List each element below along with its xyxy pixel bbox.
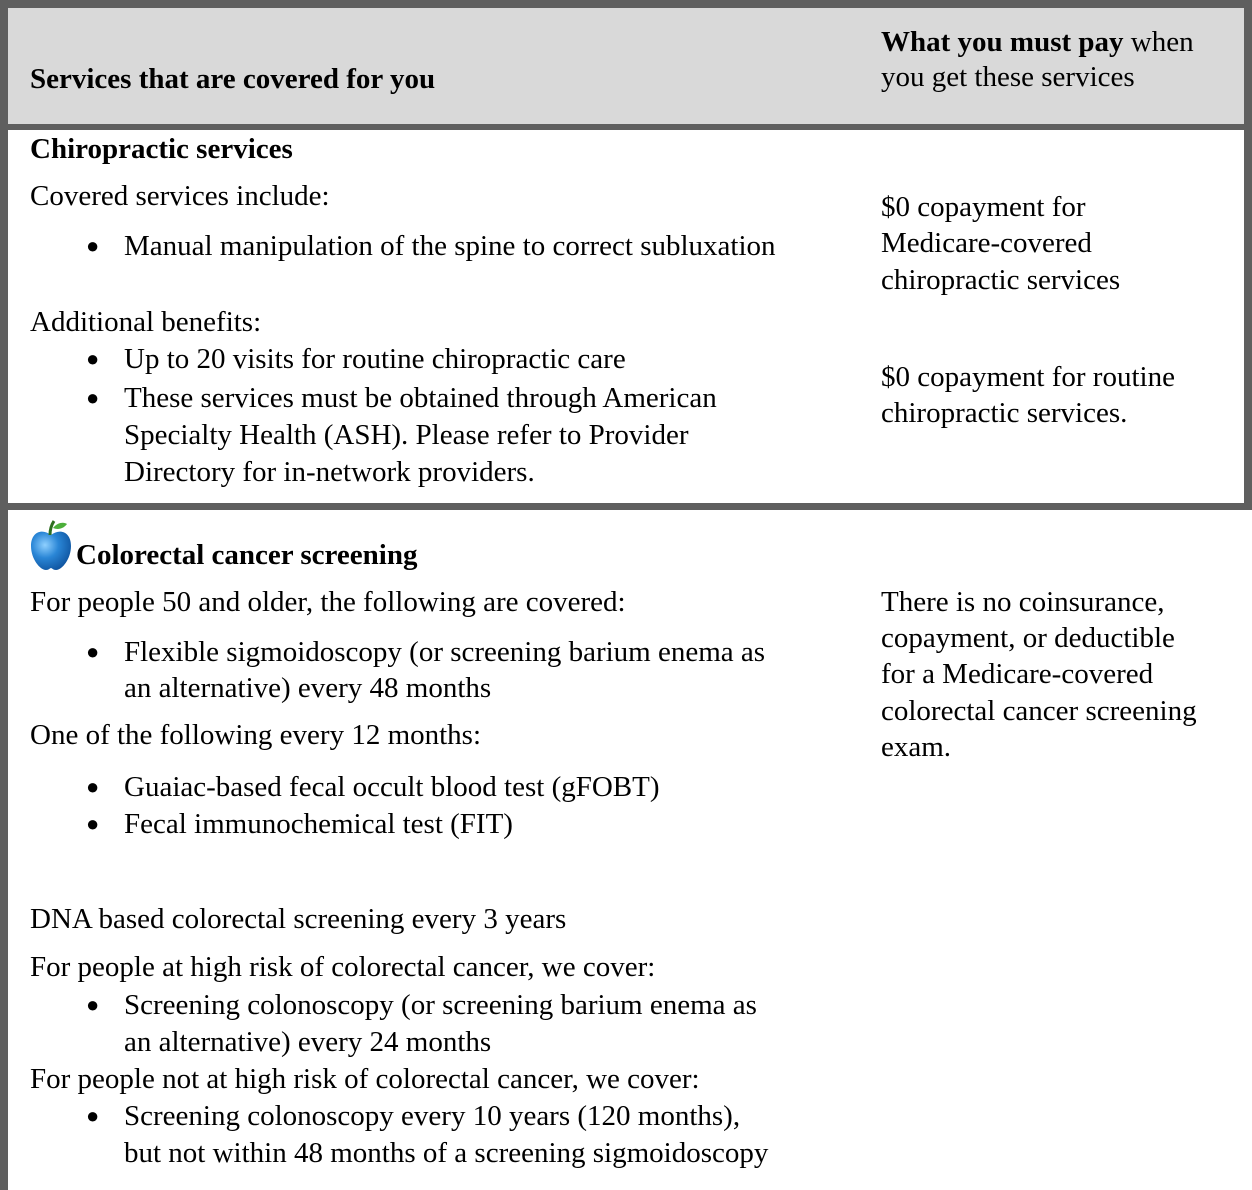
- chiropractic-pay-1-line3: chiropractic services: [881, 264, 1121, 296]
- chiropractic-pay-1-line1: $0 copayment for: [881, 191, 1086, 223]
- chiropractic-additional-item-2-line3: Directory for in-network providers.: [124, 456, 535, 488]
- row-divider: [0, 503, 1252, 510]
- bullet-icon: ●: [86, 233, 100, 258]
- chiropractic-additional-item-2-line1: These services must be obtained through American: [124, 382, 717, 414]
- chiropractic-pay-1-line2: Medicare-covered: [881, 227, 1092, 259]
- bullet-icon: ●: [86, 811, 100, 836]
- chiropractic-covered-intro: Covered services include:: [30, 180, 330, 212]
- bullet-icon: ●: [86, 639, 100, 664]
- header-what-you-pay-rest: when: [1123, 26, 1194, 58]
- colorectal-item-3: Fecal immunochemical test (FIT): [124, 808, 513, 840]
- chiropractic-additional-item-1: Up to 20 visits for routine chiropractic care: [124, 343, 626, 375]
- apple-icon: [30, 519, 72, 571]
- chiropractic-pay-2-line2: chiropractic services.: [881, 397, 1128, 429]
- chiropractic-additional-intro: Additional benefits:: [30, 306, 262, 338]
- colorectal-high-risk: For people at high risk of colorectal cancer, we cover:: [30, 951, 656, 983]
- colorectal-pay-line1: There is no coinsurance,: [881, 586, 1165, 618]
- colorectal-item-4-line2: an alternative) every 24 months: [124, 1026, 492, 1058]
- colorectal-pay-line4: colorectal cancer screening: [881, 695, 1197, 727]
- colorectal-not-high-risk: For people not at high risk of colorectal cancer, we cover:: [30, 1063, 700, 1095]
- bullet-icon: ●: [86, 992, 100, 1017]
- header-what-you-pay-bold: What you must pay: [881, 26, 1124, 58]
- bullet-icon: ●: [86, 385, 100, 410]
- colorectal-item-5-line2: but not within 48 months of a screening sigmoidoscopy: [124, 1137, 769, 1169]
- colorectal-pay-line5: exam.: [881, 731, 952, 763]
- table-right-border: [1244, 0, 1252, 510]
- colorectal-pay-line2: copayment, or deductible: [881, 622, 1175, 654]
- colorectal-item-5-line1: Screening colonoscopy every 10 years (120 months),: [124, 1100, 741, 1132]
- header-services-covered: Services that are covered for you: [30, 63, 436, 95]
- bullet-icon: ●: [86, 346, 100, 371]
- chiropractic-additional-item-2-line2: Specialty Health (ASH). Please refer to Provider: [124, 419, 689, 451]
- colorectal-item-1-line2: an alternative) every 48 months: [124, 672, 492, 704]
- bullet-icon: ●: [86, 1103, 100, 1128]
- chiropractic-covered-item: Manual manipulation of the spine to correct subluxation: [124, 230, 776, 262]
- colorectal-item-4-line1: Screening colonoscopy (or screening barium enema as: [124, 989, 757, 1021]
- table-left-border: [0, 0, 8, 1190]
- colorectal-pay-line3: for a Medicare-covered: [881, 658, 1154, 690]
- colorectal-item-1-line1: Flexible sigmoidoscopy (or screening barium enema as: [124, 636, 766, 668]
- colorectal-intro: For people 50 and older, the following are covered:: [30, 586, 626, 618]
- header-bottom-border: [0, 124, 1252, 130]
- colorectal-dna: DNA based colorectal screening every 3 years: [30, 903, 567, 935]
- header-what-you-pay-line2: you get these services: [881, 61, 1135, 93]
- colorectal-item-2: Guaiac-based fecal occult blood test (gFOBT): [124, 771, 660, 803]
- colorectal-one-of: One of the following every 12 months:: [30, 719, 482, 751]
- chiropractic-pay-2-line1: $0 copayment for routine: [881, 361, 1175, 393]
- bullet-icon: ●: [86, 774, 100, 799]
- table-top-border: [0, 0, 1252, 8]
- header-what-you-pay: [881, 25, 1194, 59]
- colorectal-title: Colorectal cancer screening: [76, 539, 418, 571]
- chiropractic-title: Chiropractic services: [30, 133, 293, 165]
